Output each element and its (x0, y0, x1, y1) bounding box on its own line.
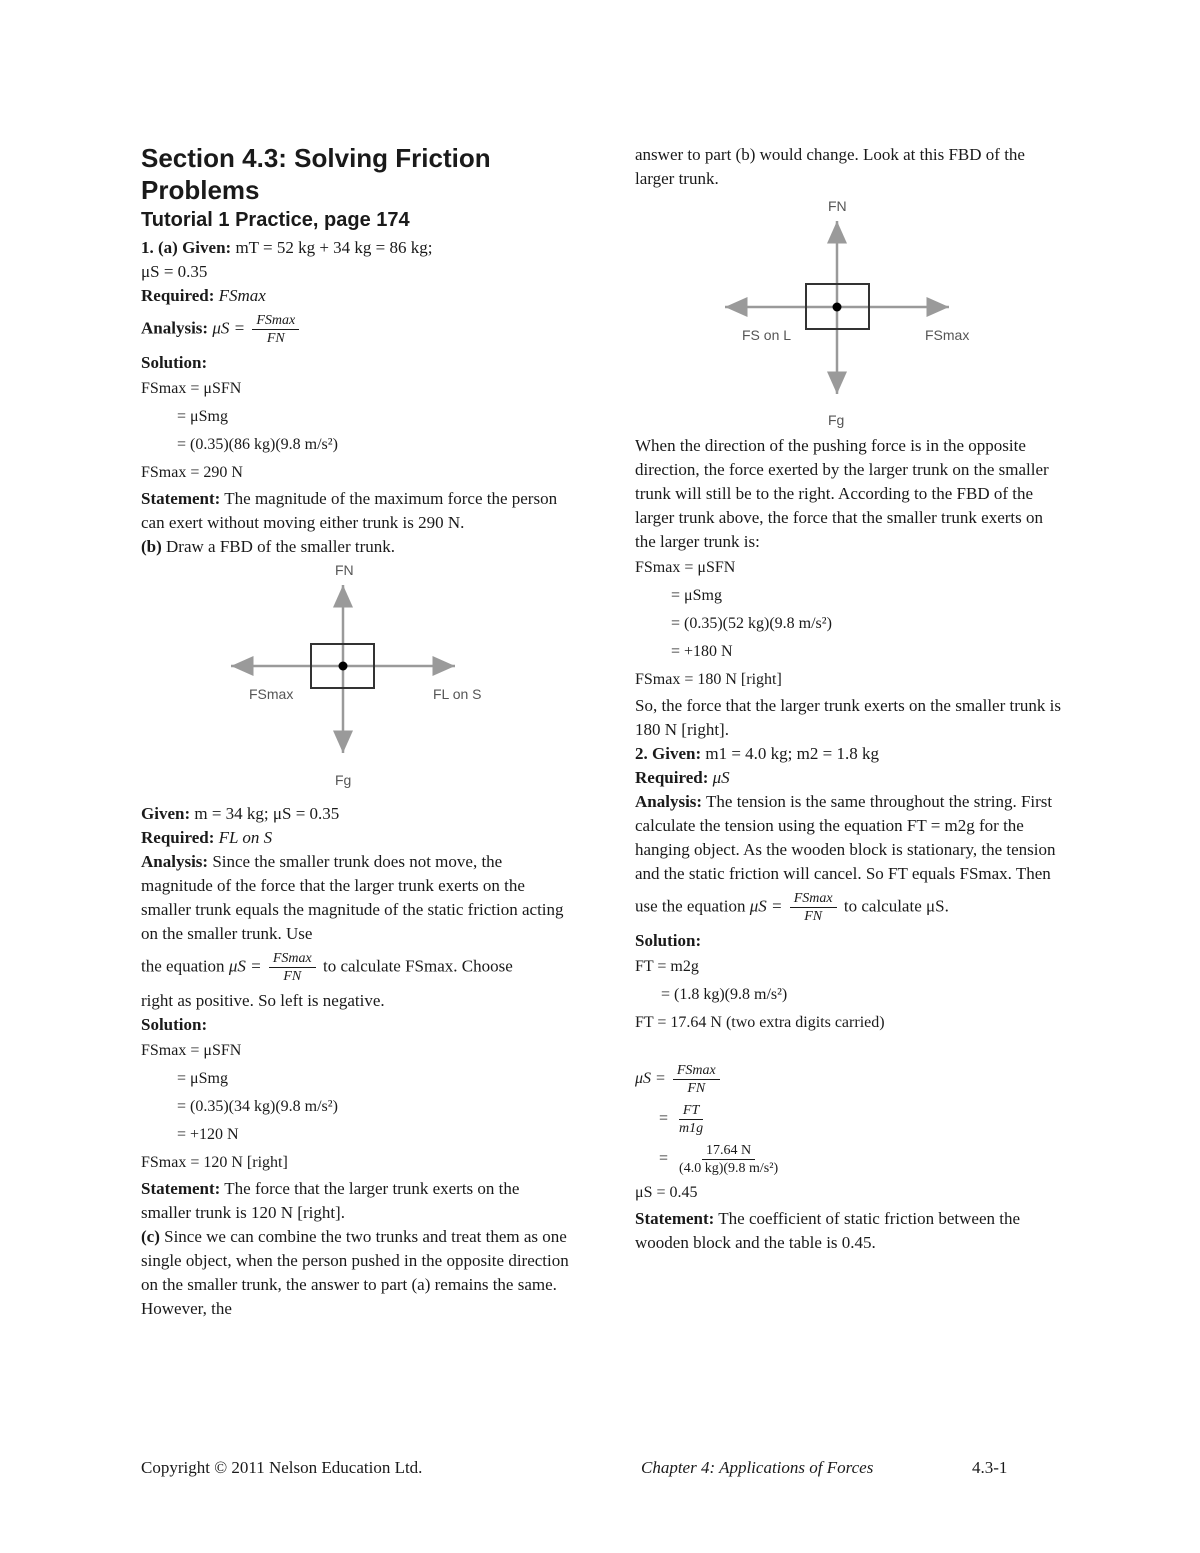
fraction: $\frac{FSmax}{FN}$ (269, 950, 316, 985)
q1b-prompt: (b) Draw a FBD of the smaller trunk. (141, 537, 396, 556)
q1a-analysis: Analysis: μS = $\frac{FSmax}{FN}$ (141, 312, 573, 347)
q1c-continuation: answer to part (b) would change. Look at this FBD of the larger trunk. (635, 145, 1025, 188)
footer-copyright: Copyright © 2011 Nelson Education Ltd. (141, 1458, 423, 1477)
q1b-analysis-equation: the equation μS = $\frac{FSmax}{FN}$ to calculate FSmax. Choose (141, 951, 513, 984)
q2-required: Required: μS (635, 768, 730, 787)
fraction: $\frac{FSmax}{FN}$ (790, 890, 837, 925)
fraction: $\frac{17.64 N}{\text{(4.0 kg)(9.8 m/s²)}}$ (679, 1142, 779, 1176)
fraction: $\frac{FT}{m1g}$ (679, 1102, 704, 1136)
q2-statement: Statement: The coefficient of static friction between the wooden block and the table is 0.45. (635, 1209, 1021, 1252)
footer-chapter: Chapter 4: Applications of Forces (641, 1458, 874, 1477)
fbd-smaller-trunk (141, 563, 573, 798)
fbd1-label-left: FSmax (249, 686, 294, 702)
fbd2-label-up: FN (828, 198, 847, 214)
fraction: $\frac{FSmax}{FN}$ (252, 312, 299, 347)
q1a-given: 1. (a) Given: mT = 52 kg + 34 kg = 86 kg; (141, 238, 433, 257)
center-dot (339, 662, 348, 671)
footer-page-number: 4.3-1 (972, 1458, 1008, 1477)
q1c-paragraph: When the direction of the pushing force is in the opposite direction, the force exerted by the larger trunk on the smaller trunk will still be to the right. According to the FBD of the larger trunk above, the force that the smaller trunk exerts on the larger trunk is: (635, 436, 1049, 551)
q2-solution-label: Solution: (635, 931, 702, 950)
q1a-required: Required: FSmax (141, 286, 266, 305)
q1c-solution: FSmax = μSFN = μSmg = (0.35)(52 kg)(9.8 m/s²) = +180 N FSmax = 180 N [right] (635, 559, 832, 688)
q2-solution: FT = m2g = (1.8 kg)(9.8 m/s²) FT = 17.64 N (two extra digits carried) (635, 958, 885, 1031)
q1b-analysis-end: right as positive. So left is negative. (141, 991, 385, 1010)
q1b-required: Required: FL on S (141, 828, 273, 847)
q1a-statement: Statement: The magnitude of the maximum force the person can exert without moving either trunk is 290 N. (141, 489, 558, 532)
fbd1-label-up: FN (335, 563, 354, 578)
q2-solution-coefficient: μS = $\frac{FSmax}{FN}$ = $\frac{FT}{m1g}$ = $\frac{17.64 N}{\text{(4.0 kg)(9.8 m/s²)}}$ μS = 0.45 (635, 1059, 1065, 1207)
fraction: $\frac{FSmax}{FN}$ (673, 1062, 720, 1097)
q1c-conclusion: So, the force that the larger trunk exerts on the smaller trunk is 180 N [right]. (635, 696, 1061, 739)
q1b-given: Given: m = 34 kg; μS = 0.35 (141, 804, 340, 823)
q2-given: 2. Given: m1 = 4.0 kg; m2 = 1.8 kg (635, 744, 879, 763)
q1b-statement: Statement: The force that the larger trunk exerts on the smaller trunk is 120 N [right]. (141, 1179, 520, 1222)
fbd2-label-down: Fg (828, 412, 845, 428)
fbd2-label-left: FS on L (742, 327, 792, 343)
page-title: Section 4.3: Solving Friction Problems (141, 143, 491, 205)
q1b-solution: FSmax = μSFN = μSmg = (0.35)(34 kg)(9.8 m/s²) = +120 N FSmax = 120 N [right] (141, 1042, 338, 1171)
q1a-given-2: μS = 0.35 (141, 262, 208, 281)
right-column (635, 143, 1065, 1255)
page-subtitle: Tutorial 1 Practice, page 174 (141, 209, 410, 231)
q1b-solution-label: Solution: (141, 1015, 208, 1034)
q2-analysis-equation: use the equation μS = $\frac{FSmax}{FN}$ to calculate μS. (635, 891, 949, 924)
q1b-analysis: Analysis: Since the smaller trunk does not move, the magnitude of the force that the larger trunk exerts on the smaller trunk equals the magnitude of the static friction acting on the smaller trunk. Use (141, 852, 564, 943)
left-column (141, 140, 573, 1321)
fbd1-label-right: FL on S (433, 686, 482, 702)
q1a-solution: FSmax = μSFN = μSmg = (0.35)(86 kg)(9.8 m/s²) FSmax = 290 N (141, 380, 338, 481)
q2-analysis: Analysis: The tension is the same throughout the string. First calculate the tension using the equation FT = m2g for the hanging object. As the wooden block is stationary, the tension and the static friction will cancel. So FT equals FSmax. Then (635, 792, 1056, 883)
fbd1-label-down: Fg (335, 772, 352, 788)
q1c-text: (c) Since we can combine the two trunks and treat them as one single object, when the person pushed in the opposite direction on the smaller trunk, the answer to part (a) remains the same. However, the (141, 1227, 569, 1318)
center-dot (833, 303, 842, 312)
q1a-solution-label: Solution: (141, 353, 208, 372)
fbd-larger-trunk (635, 195, 1065, 430)
fbd2-label-right: FSmax (925, 327, 970, 343)
